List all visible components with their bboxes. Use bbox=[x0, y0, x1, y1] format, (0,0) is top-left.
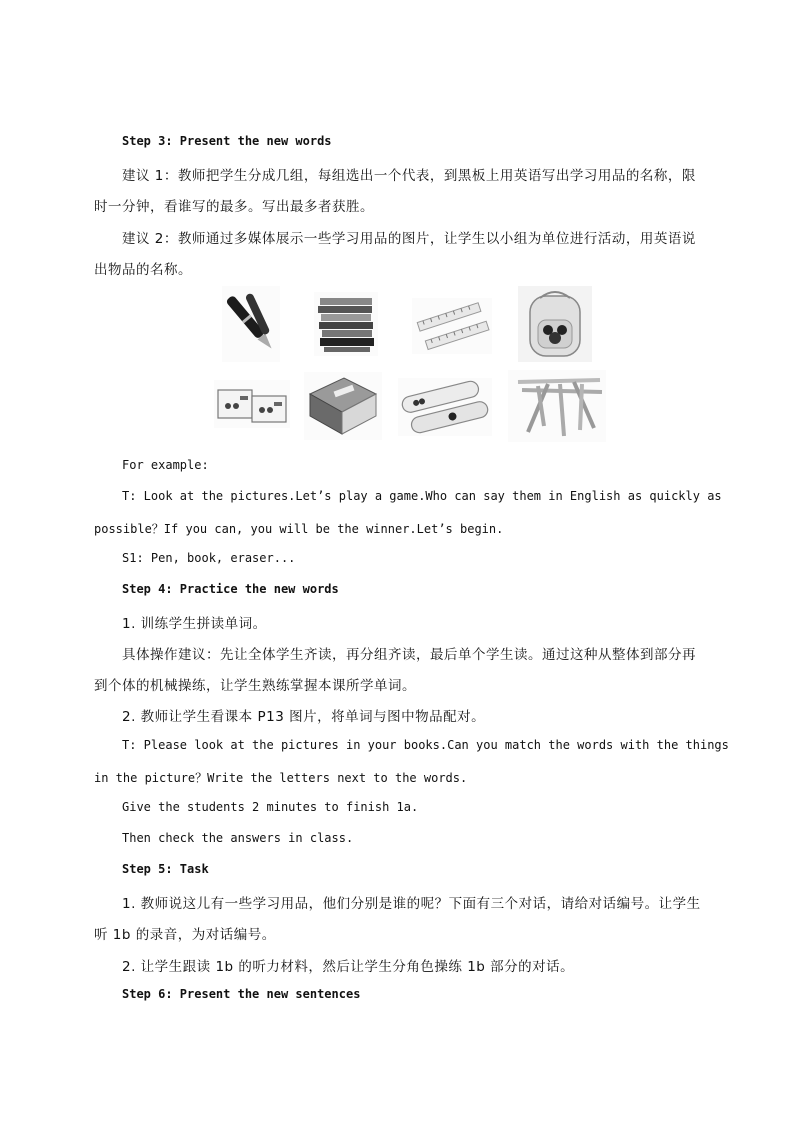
step4-item2: 2. 教师让学生看课本 P13 图片，将单词与图中物品配对。 bbox=[122, 709, 486, 725]
step5-item1-line2: 听 1b 的录音，为对话编号。 bbox=[94, 927, 276, 943]
step4-item1: 1. 训练学生拼读单词。 bbox=[122, 616, 267, 632]
step4-teacher-line2: in the picture？Write the letters next to the words. bbox=[94, 771, 468, 785]
pencils-icon bbox=[508, 370, 606, 442]
erasers-icon bbox=[214, 380, 290, 428]
books-stack-icon bbox=[314, 292, 378, 356]
step3-s1: S1: Pen, book, eraser... bbox=[122, 551, 296, 565]
step5-heading: Step 5: Task bbox=[122, 862, 209, 876]
step4-detail-line1: 具体操作建议：先让全体学生齐读，再分组齐读，最后单个学生读。通过这种从整体到部分再 bbox=[122, 647, 696, 663]
step3-suggestion1-line1: 建议 1：教师把学生分成几组，每组选出一个代表，到黑板上用英语写出学习用品的名称，限 bbox=[122, 168, 696, 184]
step5-item2: 2. 让学生跟读 1b 的听力材料，然后让学生分角色操练 1b 部分的对话。 bbox=[122, 959, 575, 975]
pen-icon bbox=[222, 286, 280, 362]
rulers-icon bbox=[412, 298, 492, 354]
step4-give: Give the students 2 minutes to finish 1a. bbox=[122, 800, 419, 814]
schoolbag-icon bbox=[518, 286, 592, 362]
pencil-cases-icon bbox=[398, 378, 492, 436]
step6-heading: Step 6: Present the new sentences bbox=[122, 987, 361, 1001]
step3-teacher-line1: T: Look at the pictures.Let’s play a game.Who can say them in English as quickly as bbox=[122, 489, 722, 503]
step3-teacher-line2: possible？If you can, you will be the winner.Let’s begin. bbox=[94, 522, 504, 536]
step3-for-example: For example: bbox=[122, 458, 209, 472]
step4-check: Then check the answers in class. bbox=[122, 831, 354, 845]
step3-suggestion2-line2: 出物品的名称。 bbox=[94, 262, 192, 278]
dictionary-icon bbox=[304, 372, 382, 440]
step4-heading: Step 4: Practice the new words bbox=[122, 582, 339, 596]
step4-teacher-line1: T: Please look at the pictures in your books.Can you match the words with the things bbox=[122, 738, 729, 752]
step5-item1-line1: 1. 教师说这儿有一些学习用品，他们分别是谁的呢？下面有三个对话，请给对话编号。让学生 bbox=[122, 896, 701, 912]
step4-detail-line2: 到个体的机械操练，让学生熟练掌握本课所学单词。 bbox=[94, 678, 416, 694]
step3-suggestion2-line1: 建议 2：教师通过多媒体展示一些学习用品的图片，让学生以小组为单位进行活动，用英语说 bbox=[122, 231, 696, 247]
step3-heading: Step 3: Present the new words bbox=[122, 134, 332, 148]
step3-suggestion1-line2: 时一分钟，看谁写的最多。写出最多者获胜。 bbox=[94, 199, 374, 215]
